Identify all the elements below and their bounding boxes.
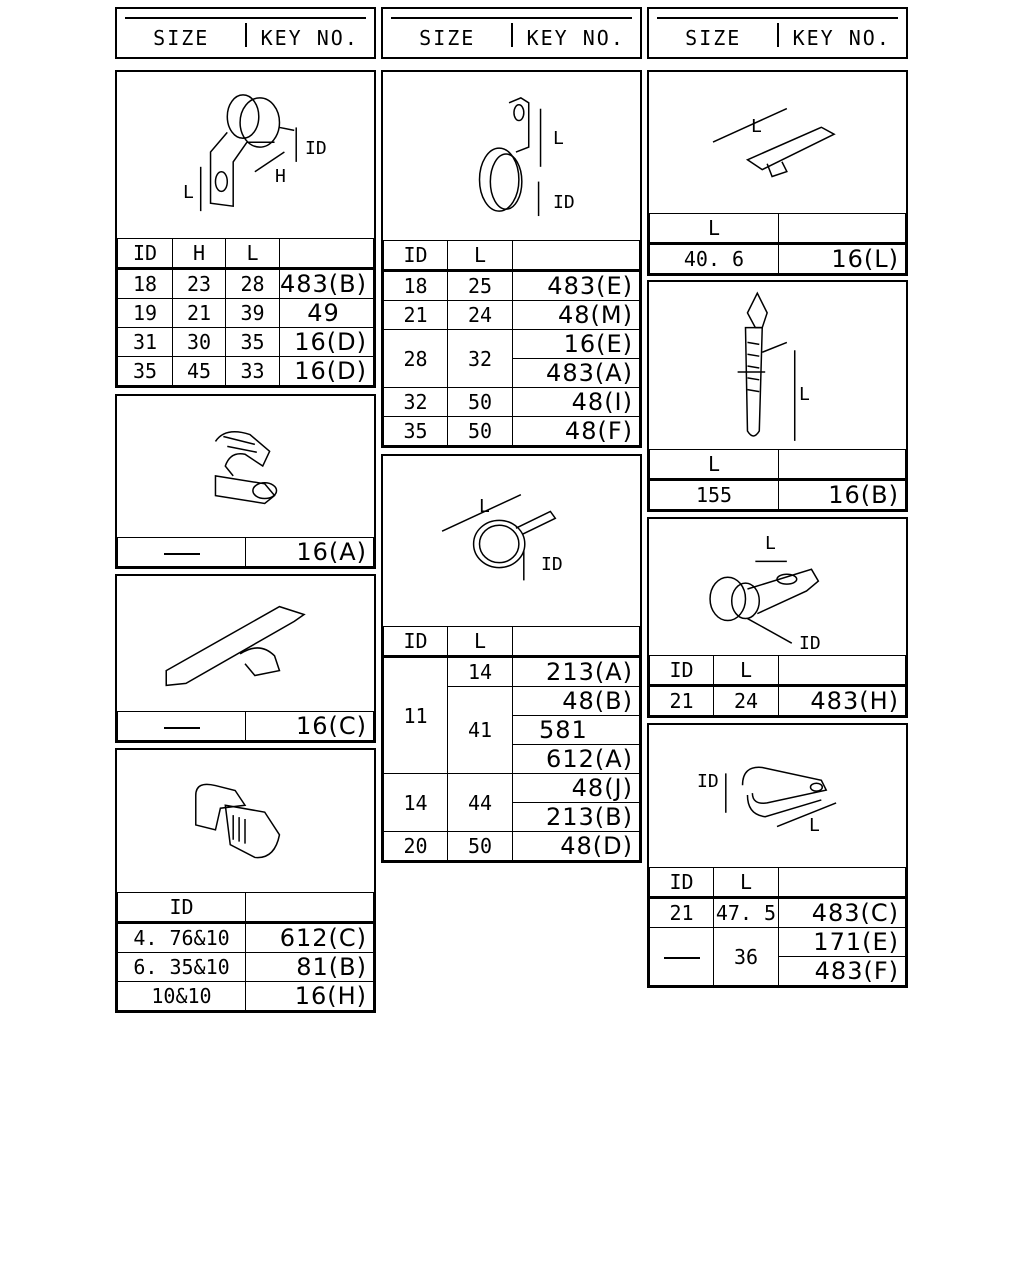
- clamp-panel-9: [647, 517, 908, 718]
- size-table: [383, 626, 640, 861]
- col-header: ID: [384, 627, 448, 657]
- table-row: 21 24 483(H): [650, 686, 906, 716]
- twin-clip-drawing: [117, 750, 374, 893]
- key-no: 213(A): [513, 657, 640, 687]
- dim-label-id: ID: [799, 633, 821, 654]
- loop-clamp-drawing: [383, 72, 640, 238]
- key-no-header: KEY NO.: [260, 26, 359, 50]
- key-no: 16(L): [779, 244, 906, 274]
- table-row: 40. 6 16(L): [650, 244, 906, 274]
- cushion-clamp-drawing: [649, 519, 906, 660]
- dim-label-l: L: [183, 182, 194, 203]
- key-no: 171(E): [779, 928, 906, 957]
- key-no: 16(B): [779, 480, 906, 510]
- key-no: 16(D): [280, 328, 374, 357]
- table-row: 41 48(B): [384, 687, 640, 716]
- col-header: ID: [118, 893, 246, 923]
- key-no: 16(A): [246, 538, 374, 567]
- table-row: 31 30 35 16(D): [118, 328, 374, 357]
- key-no-header: KEY NO.: [526, 26, 625, 50]
- dim-label-id: ID: [541, 554, 563, 575]
- table-row: 14 44 48(J): [384, 774, 640, 803]
- table-row: [118, 712, 374, 741]
- u-clamp-drawing: [649, 725, 906, 870]
- col-header: L: [714, 868, 779, 898]
- key-no: 612(C): [246, 923, 374, 953]
- table-row: 36 171(E): [650, 928, 906, 957]
- key-no: 16(E): [513, 330, 640, 359]
- table-row: 4. 76&10 612(C): [118, 923, 374, 953]
- key-no: 48(D): [513, 832, 640, 861]
- col-header: L: [714, 656, 779, 686]
- dim-label-l: L: [553, 128, 564, 149]
- key-no: 612(A): [513, 745, 640, 774]
- dim-label-l: L: [765, 533, 776, 554]
- key-no: 483(F): [779, 957, 906, 986]
- key-no: 48(I): [513, 388, 640, 417]
- dim-label-l: L: [809, 815, 820, 836]
- col-header: ID: [118, 239, 173, 269]
- clamp-panel-7: [647, 70, 908, 276]
- dim-label-id: ID: [697, 771, 719, 792]
- clamp-panel-2: [115, 394, 376, 569]
- key-no: 483(H): [779, 686, 906, 716]
- col-header: L: [448, 241, 513, 271]
- col-header: L: [226, 239, 280, 269]
- table-row: 32 50 48(I): [384, 388, 640, 417]
- size-table: [117, 711, 374, 741]
- table-row: 19 21 39 49: [118, 299, 374, 328]
- col-header: ID: [650, 656, 714, 686]
- key-no: 48(M): [513, 301, 640, 330]
- col-header: ID: [384, 241, 448, 271]
- clamp-panel-5: [381, 70, 642, 448]
- key-no: 16(C): [246, 712, 374, 741]
- key-no: 48(B): [513, 687, 640, 716]
- key-no: 483(C): [779, 898, 906, 928]
- table-row: 35 45 33 16(D): [118, 357, 374, 386]
- col-header: ID: [650, 868, 714, 898]
- dim-label-id: ID: [305, 138, 327, 159]
- key-no-header: KEY NO.: [792, 26, 891, 50]
- table-row: 10&10 16(H): [118, 982, 374, 1011]
- size-table: [649, 213, 906, 274]
- p-clamp-drawing: [117, 72, 374, 238]
- dim-label-l: L: [799, 384, 810, 405]
- dim-label-id: ID: [553, 192, 575, 213]
- not-applicable-dash: [164, 727, 200, 729]
- table-row: 28 32 16(E): [384, 330, 640, 359]
- clamp-panel-4: [115, 748, 376, 1013]
- size-table: [649, 867, 906, 986]
- key-no: 49: [280, 299, 374, 328]
- dim-label-l: L: [479, 496, 490, 517]
- col-header: L: [650, 214, 779, 244]
- key-no: 483(A): [513, 359, 640, 388]
- key-no: 48(F): [513, 417, 640, 446]
- table-row: 18 23 28 483(B): [118, 269, 374, 299]
- size-header: SIZE: [153, 26, 210, 50]
- size-table: [383, 240, 640, 446]
- table-row: 21 24 48(M): [384, 301, 640, 330]
- col-header: H: [173, 239, 226, 269]
- size-header: SIZE: [685, 26, 742, 50]
- table-row: [118, 538, 374, 567]
- key-no: 16(H): [246, 982, 374, 1011]
- push-clip-drawing: [649, 282, 906, 454]
- column-header-1: [115, 7, 376, 59]
- size-table: [117, 537, 374, 567]
- table-row: 155 16(B): [650, 480, 906, 510]
- dim-label-l: L: [751, 116, 762, 137]
- flat-clip-drawing: [649, 72, 906, 218]
- clamp-panel-3: [115, 574, 376, 743]
- size-table: [649, 449, 906, 510]
- table-row: 20 50 48(D): [384, 832, 640, 861]
- clamp-panel-10: [647, 723, 908, 988]
- size-table: [117, 892, 374, 1011]
- table-row: 18 25 483(E): [384, 271, 640, 301]
- key-no: 81(B): [246, 953, 374, 982]
- clamp-panel-6: [381, 454, 642, 863]
- key-no: 213(B): [513, 803, 640, 832]
- key-no: 483(B): [280, 269, 374, 299]
- size-table: [649, 655, 906, 716]
- table-row: 21 47. 5 483(C): [650, 898, 906, 928]
- column-header-3: [647, 7, 908, 59]
- key-no: 16(D): [280, 357, 374, 386]
- table-row: 6. 35&10 81(B): [118, 953, 374, 982]
- clamp-panel-8: [647, 280, 908, 512]
- clamp-panel-1: [115, 70, 376, 388]
- not-applicable-dash: [664, 957, 700, 959]
- double-clip-drawing: [117, 396, 374, 541]
- col-header: L: [448, 627, 513, 657]
- not-applicable-dash: [164, 553, 200, 555]
- table-row: 11 14 213(A): [384, 657, 640, 687]
- key-no: 48(J): [513, 774, 640, 803]
- table-row: 35 50 48(F): [384, 417, 640, 446]
- key-no: 483(E): [513, 271, 640, 301]
- column-header-2: [381, 7, 642, 59]
- size-header: SIZE: [419, 26, 476, 50]
- col-header: L: [650, 450, 779, 480]
- band-clamp-drawing: [383, 456, 640, 626]
- key-no: 581: [513, 716, 640, 745]
- size-table: [117, 238, 374, 386]
- band-clip-drawing: [117, 576, 374, 715]
- dim-label-h: H: [275, 166, 286, 187]
